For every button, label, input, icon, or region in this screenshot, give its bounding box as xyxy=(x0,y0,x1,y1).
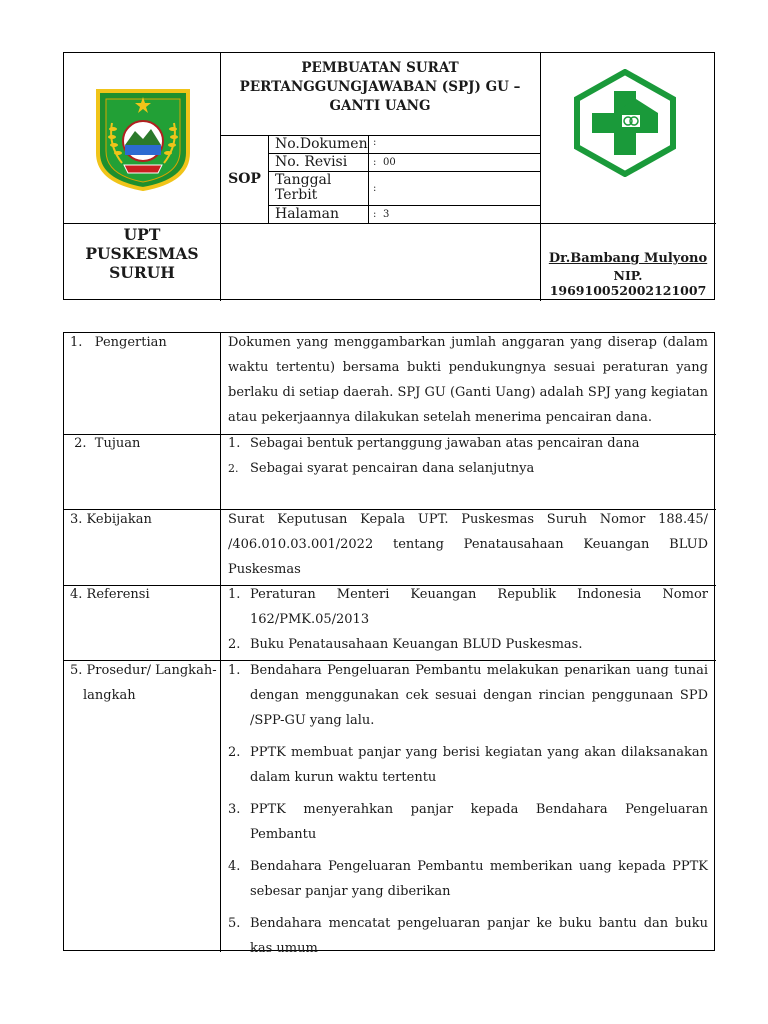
list-number: 2. xyxy=(228,745,241,760)
org-line: PUSKESMAS xyxy=(85,244,199,263)
section-text-kebijakan: Surat Keputusan Kepala UPT. Puskesmas Suruh Nomor 188.45/ /406.010.03.001/2022 tentang Penatausahaan Keuangan BLUD Puskesmas xyxy=(228,512,725,577)
sop-label: SOP xyxy=(228,171,261,187)
list-text: Sebagai bentuk pertanggung jawaban atas pencairan dana xyxy=(250,436,640,451)
divider xyxy=(220,135,540,136)
meta-colon: : xyxy=(373,137,377,148)
list-number: 1. xyxy=(228,436,241,451)
divider xyxy=(220,333,221,952)
list-text: Bendahara Pengeluaran Pembantu melakukan penarikan uang tunai dengan menggunakan cek sesuai dengan rincian penggunaan SPD /SPP-GU yang lalu. xyxy=(250,663,708,728)
list-number: 1. xyxy=(228,587,241,602)
meta-value: 00 xyxy=(383,157,396,168)
list-item xyxy=(228,658,708,733)
signer-name: Dr.Bambang Mulyono xyxy=(548,251,708,266)
list-text: Bendahara Pengeluaran Pembantu memberikan uang kepada PPTK sebesar panjar yang diberikan xyxy=(250,859,708,899)
list-number: 1. xyxy=(228,663,241,678)
section-label-pengertian: 1. Pengertian xyxy=(70,335,167,350)
meta-label: No. Revisi xyxy=(275,154,348,170)
org-line: SURUH xyxy=(109,263,175,282)
section-text-pengertian: Dokumen yang menggambarkan jumlah anggaran yang diserap (dalam waktu tertentu) bersama bukti pendukungnya sesuai peraturan yang berlaku di setiap daerah. SPJ GU (Ganti Uang) adalah SPJ yang kegiatan atau pekerjaannya dilakukan setelah menerima pencairan dana. xyxy=(228,335,708,425)
meta-label: Tanggal Terbit xyxy=(275,172,332,203)
meta-label: No.Dokumen xyxy=(275,136,368,152)
organization-name xyxy=(64,225,220,282)
puskesmas-logo xyxy=(572,69,678,177)
section-label-referensi: 4. Referensi xyxy=(70,587,150,602)
meta-label: Halaman xyxy=(275,206,340,222)
list-item xyxy=(228,582,708,632)
list-item xyxy=(228,456,708,481)
section-label-prosedur xyxy=(70,658,217,708)
list-item xyxy=(228,854,708,904)
regional-emblem-logo xyxy=(90,83,196,193)
list-item xyxy=(228,911,708,961)
list-number: 4. xyxy=(228,859,241,874)
list-item xyxy=(228,797,708,847)
section-list-referensi xyxy=(228,582,708,657)
list-item xyxy=(228,632,708,657)
section-label-tujuan: 2. Tujuan xyxy=(70,436,141,451)
list-text: Bendahara mencatat pengeluaran panjar ke buku bantu dan buku kas umum xyxy=(250,916,708,956)
list-text: Sebagai syarat pencairan dana selanjutnya xyxy=(250,461,535,476)
section-label-kebijakan: 3. Kebijakan xyxy=(70,512,152,527)
list-text: PPTK membuat panjar yang berisi kegiatan yang akan dilaksanakan dalam kurun waktu tertentu xyxy=(250,745,708,785)
org-line: UPT xyxy=(123,225,161,244)
meta-value: 3 xyxy=(383,209,390,220)
list-number: 2. xyxy=(228,462,239,475)
divider xyxy=(368,135,369,223)
list-item xyxy=(228,740,708,790)
list-text: Buku Penatausahaan Keuangan BLUD Puskesmas. xyxy=(250,637,583,652)
meta-colon: : xyxy=(373,183,377,194)
meta-colon: : xyxy=(373,157,377,168)
sop-header-table xyxy=(63,52,715,300)
signer-nip: NIP. 196910052002121007 xyxy=(549,268,707,298)
divider xyxy=(268,135,269,223)
document-title: PEMBUATAN SURAT PERTANGGUNGJAWABAN (SPJ) GU – GANTI UANG xyxy=(239,60,521,114)
list-text: PPTK menyerahkan panjar kepada Bendahara Pengeluaran Pembantu xyxy=(250,802,708,842)
label-line: 5. Prosedur/ Langkah- xyxy=(70,663,217,678)
list-number: 2. xyxy=(228,637,241,652)
list-text: Peraturan Menteri Keuangan Republik Indonesia Nomor 162/PMK.05/2013 xyxy=(250,587,708,627)
list-number: 3. xyxy=(228,802,241,817)
section-list-prosedur xyxy=(228,658,708,961)
sop-content-table xyxy=(63,332,725,956)
divider xyxy=(64,223,716,224)
section-list-tujuan xyxy=(228,431,708,481)
label-line: langkah xyxy=(83,688,136,703)
meta-colon: : xyxy=(373,209,377,220)
list-number: 5. xyxy=(228,916,241,931)
list-item xyxy=(228,431,708,456)
